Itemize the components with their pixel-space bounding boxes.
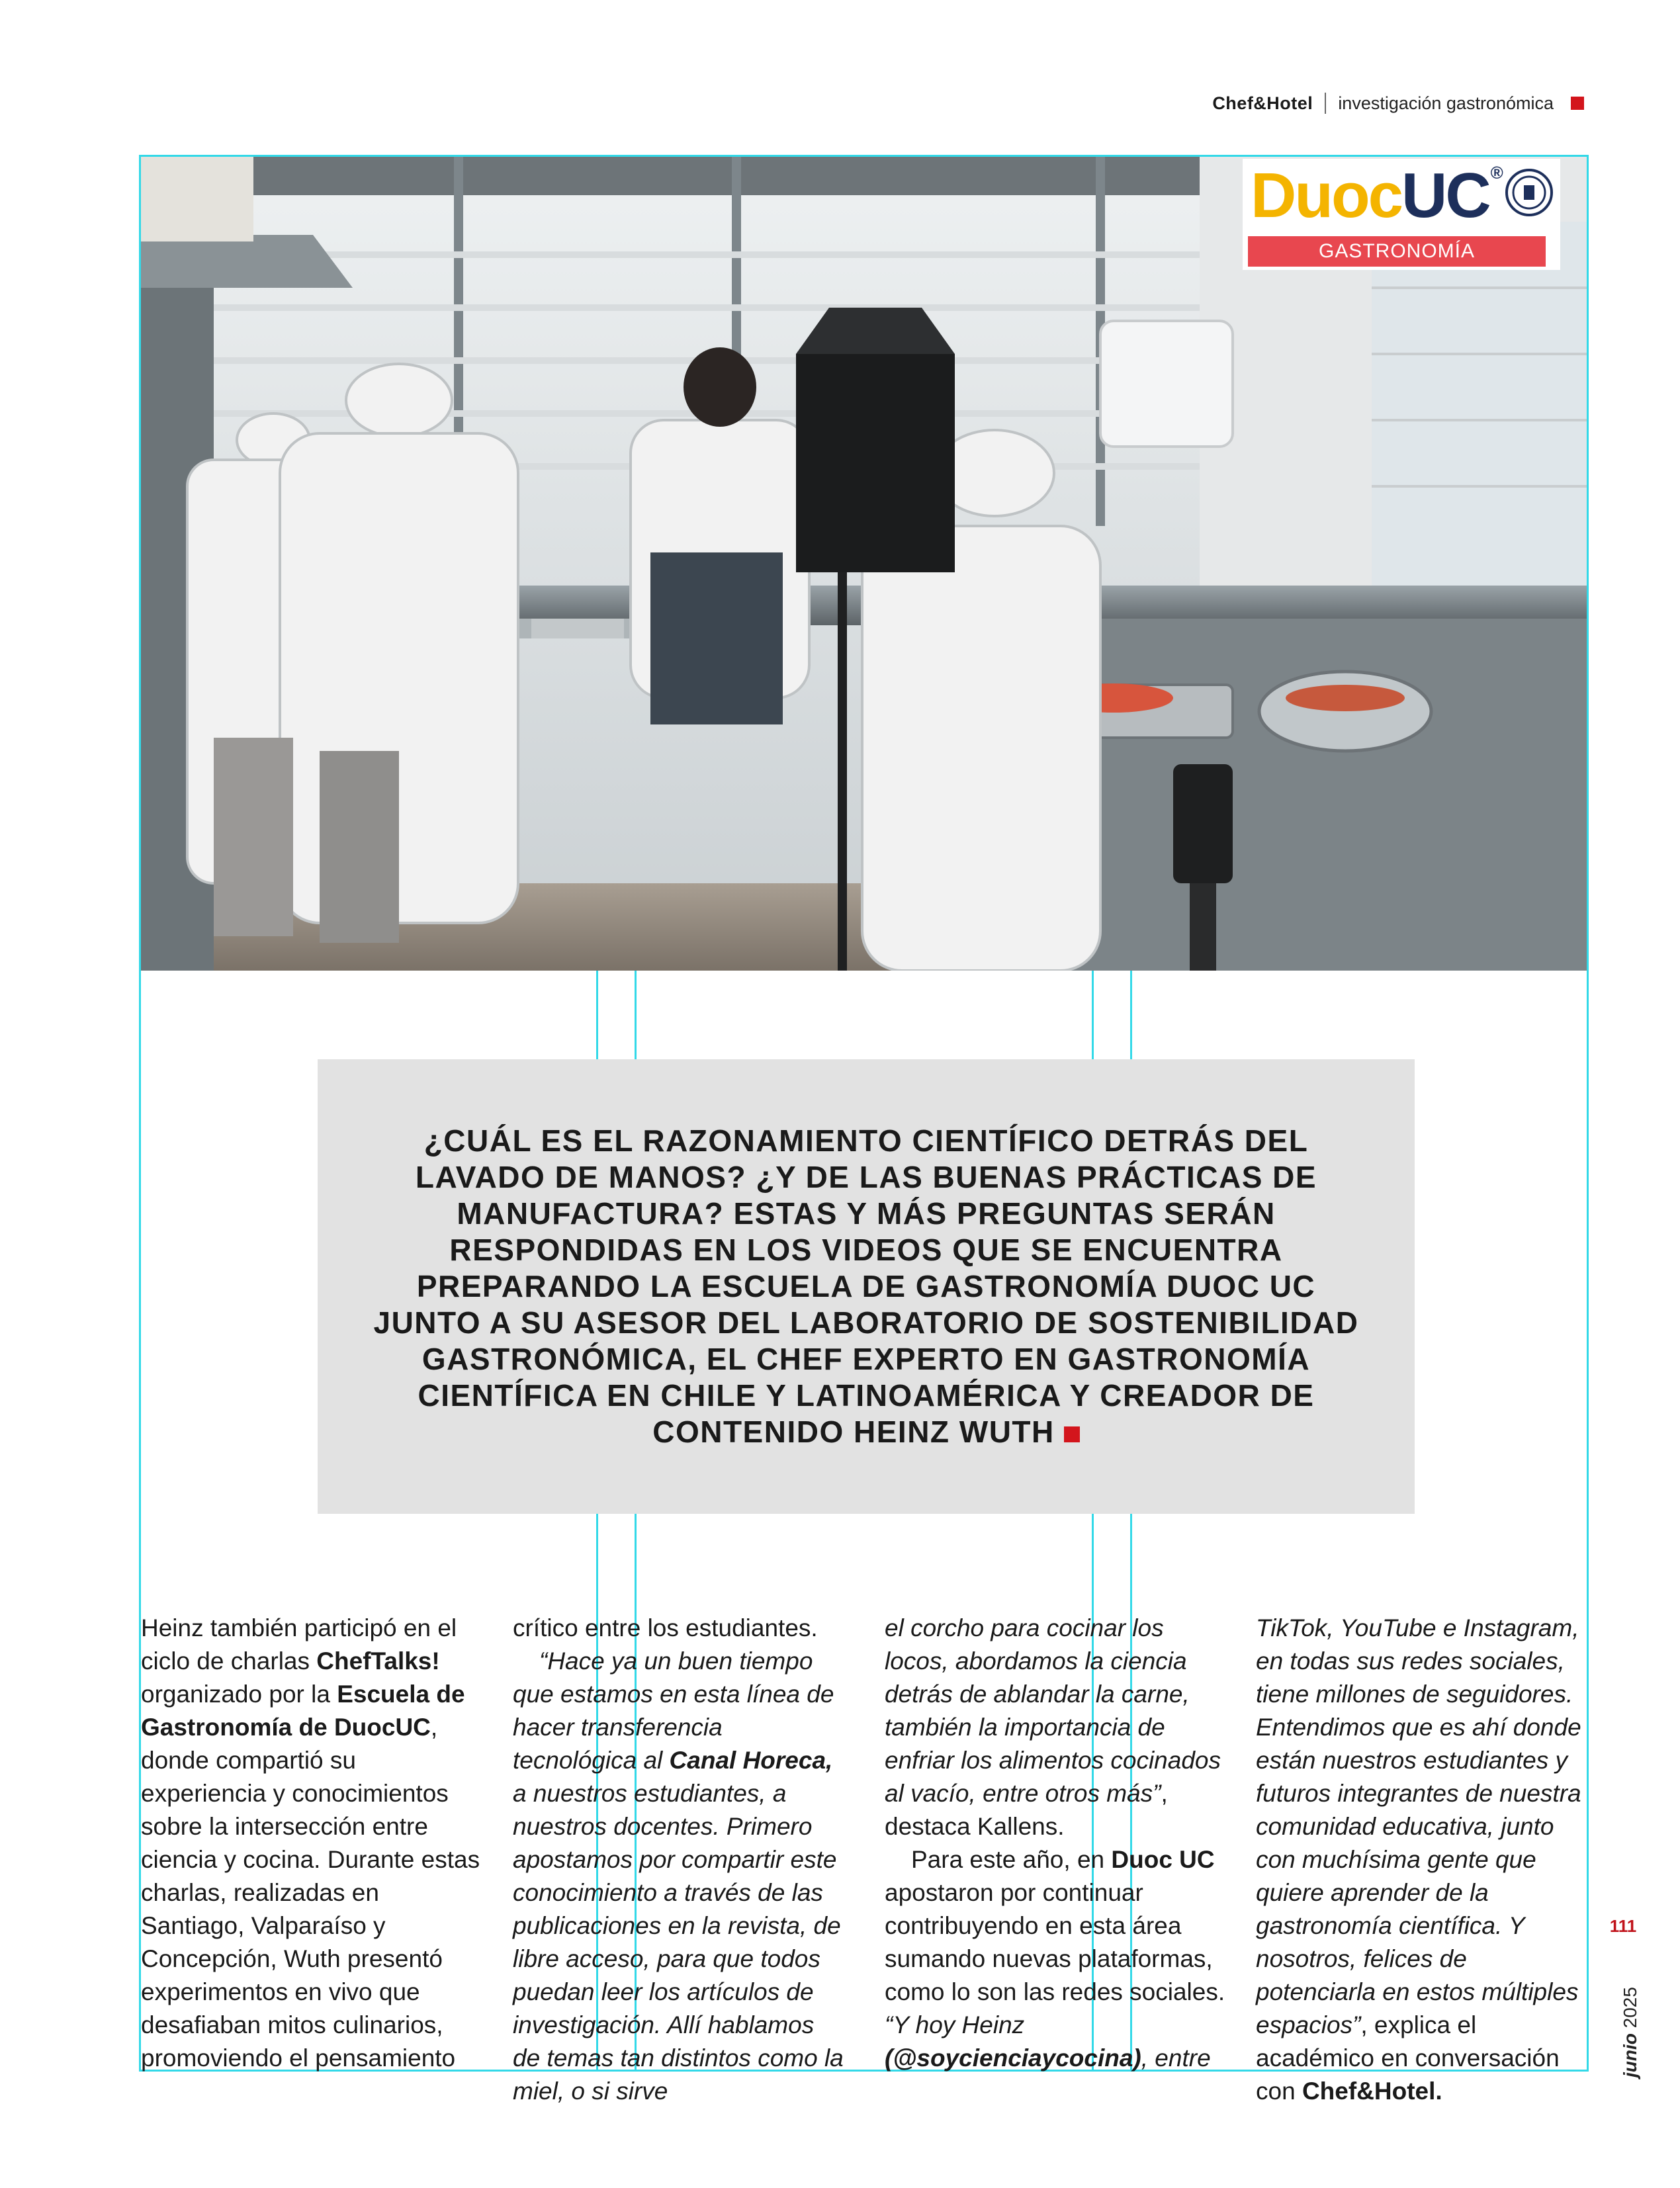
paragraph: el corcho para cocinar los locos, abordamos la ciencia detrás de ablandar la carne, también la importancia de enfriar los alimentos cocinados al vacío, entre otros más”, destaca Kallens. <box>885 1614 1221 1840</box>
pull-quote-box <box>318 1059 1415 1514</box>
guide-gutter-2a-upper <box>1092 971 1094 1059</box>
kitchen-lab-photo <box>141 155 1588 971</box>
end-mark-icon <box>1064 1426 1080 1442</box>
page-number: 111 <box>1609 1916 1637 1936</box>
guide-gutter-1b-upper <box>635 971 637 1059</box>
issue-date: junio 2025 <box>1620 1987 1640 2078</box>
body-column-3 <box>885 1612 1229 2075</box>
paragraph: TikTok, YouTube e Instagram, en todas sus redes sociales, tiene millones de seguidores. Entendimos que es ahí donde están nuestros estudiantes y futuros integrantes de nuestra comunidad educativa, junto con muchísima gente que quiere aprender de la gastronomía científica. Y nosotros, felices de potenciarla en estos múltiples espacios”, explica el académico en conversación con Chef&Hotel. <box>1256 1614 1581 2105</box>
guide-line-top <box>139 155 1588 157</box>
logo-uc: UC <box>1401 160 1489 231</box>
magazine-name: Chef&Hotel <box>1212 93 1313 113</box>
guide-gutter-1a-upper <box>596 971 598 1059</box>
paragraph: Heinz también participó en el ciclo de charlas ChefTalks! organizado por la Escuela de Gastronomía de DuocUC, donde compartió su experiencia y conocimientos sobre la intersección entre ciencia y cocina. Durante estas charlas, realizadas en Santiago, Valparaíso y Concepción, Wuth presentó experimentos en vivo que desafiaban mitos culinarios, promoviendo el pensamiento <box>141 1614 480 2072</box>
pull-quote <box>363 1123 1369 1450</box>
pull-quote-text: ¿CUÁL ES EL RAZONAMIENTO CIENTÍFICO DETRÁS DEL LAVADO DE MANOS? ¿Y DE LAS BUENAS PRÁCTICAS DE MANUFACTURA? ESTAS Y MÁS PREGUNTAS SERÁN RESPONDIDAS EN LOS VIDEOS QUE SE ENCUENTRA PREPARANDO LA ESCUELA DE GASTRONOMÍA DUOC UC JUNTO A SU ASESOR DEL LABORATORIO DE SOSTENIBILIDAD GASTRONÓMICA, EL CHEF EXPERTO EN GASTRONOMÍA CIENTÍFICA EN CHILE Y LATINOAMÉRICA Y CREADOR DE CONTENIDO HEINZ WUTH <box>373 1123 1359 1449</box>
logo-duoc: Duoc <box>1251 160 1401 231</box>
quote-paragraph: “Hace ya un buen tiempo que estamos en esta línea de hacer transferencia tecnológica al Canal Horeca, a nuestros estudiantes, a nuestros docentes. Primero apostamos por compartir este conocimiento a través de las publicaciones en la revista, de libre acceso, para que todos puedan leer los artículos de investigación. Allí hablamos de temas tan distintos como la miel, o si sirve <box>513 1647 844 2105</box>
duoc-uc-logo <box>1243 159 1560 270</box>
body-column-1 <box>141 1612 485 2075</box>
guide-gutter-2b-upper <box>1130 971 1132 1059</box>
paragraph: crítico entre los estudiantes. <box>513 1614 818 1641</box>
guide-line-right <box>1587 155 1589 2072</box>
logo-subtitle: GASTRONOMÍA <box>1248 236 1546 267</box>
header-divider <box>1325 93 1326 114</box>
body-column-4 <box>1256 1612 1587 2108</box>
paragraph: Para este año, en Duoc UC apostaron por continuar contribuyendo en esta área sumando nuevas plataformas, como lo son las redes sociales. “Y hoy Heinz (@soycienciaycocina), entre <box>885 1846 1225 2072</box>
section-name: investigación gastronómica <box>1338 93 1554 113</box>
running-header <box>1212 90 1584 116</box>
body-column-2 <box>513 1612 844 2108</box>
logo-wordmark <box>1251 160 1503 231</box>
red-square-marker-icon <box>1571 97 1584 110</box>
registered-mark: ® <box>1490 163 1503 183</box>
university-seal-icon <box>1505 168 1554 217</box>
